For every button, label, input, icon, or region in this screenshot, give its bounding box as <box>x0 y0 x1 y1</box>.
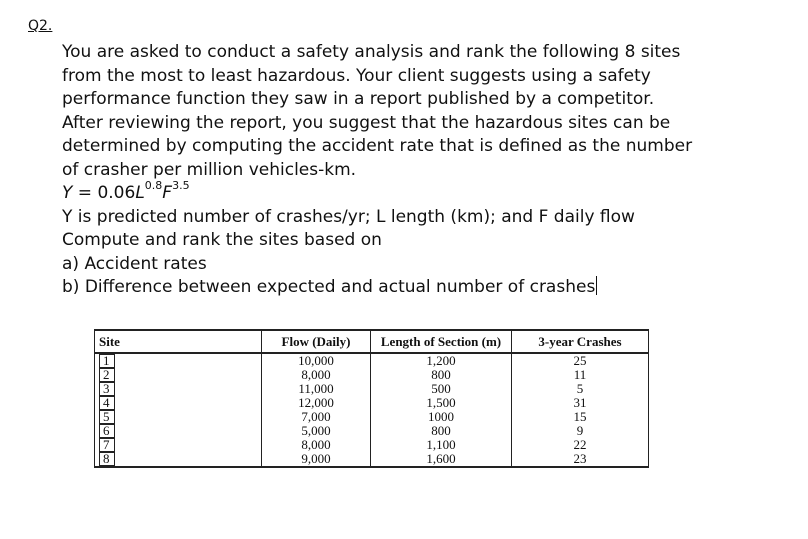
cell-length: 500 <box>371 382 512 396</box>
text-cursor <box>596 276 597 295</box>
formula-coefficient: 0.06 <box>97 183 136 203</box>
table-row <box>95 353 649 368</box>
table-row <box>95 424 649 438</box>
problem-line: After reviewing the report, you suggest that the hazardous sites can be <box>62 112 671 133</box>
cell-site: 5 <box>95 410 262 424</box>
cell-site: 8 <box>95 452 262 467</box>
table-row <box>95 368 649 382</box>
formula-var-l: L <box>135 183 145 203</box>
cell-crashes: 11 <box>512 368 649 382</box>
formula-var-f: F <box>162 183 173 203</box>
cell-site: 1 <box>95 353 262 368</box>
problem-text <box>62 41 782 300</box>
variable-definitions: Y is predicted number of crashes/yr; L length (km); and F daily flow <box>62 206 635 227</box>
formula-exp-f: 3.5 <box>172 179 190 193</box>
cell-site: 6 <box>95 424 262 438</box>
problem-line: of crasher per million vehicles-km. <box>62 159 357 180</box>
part-a: a) Accident rates <box>62 253 207 274</box>
cell-crashes: 5 <box>512 382 649 396</box>
table-row <box>95 396 649 410</box>
sites-table <box>94 329 649 468</box>
cell-length: 800 <box>371 424 512 438</box>
table-row <box>95 382 649 396</box>
cell-length: 1,600 <box>371 452 512 467</box>
cell-flow: 5,000 <box>262 424 371 438</box>
table-row <box>95 410 649 424</box>
part-b-text: b) Difference between expected and actual number of crashes <box>62 277 596 297</box>
cell-crashes: 22 <box>512 438 649 452</box>
cell-site: 2 <box>95 368 262 382</box>
formula-equals: = <box>77 183 93 203</box>
cell-crashes: 15 <box>512 410 649 424</box>
cell-crashes: 31 <box>512 396 649 410</box>
cell-flow: 11,000 <box>262 382 371 396</box>
cell-flow: 8,000 <box>262 438 371 452</box>
question-label: Q2. <box>28 18 53 34</box>
cell-length: 1,500 <box>371 396 512 410</box>
table-row <box>95 438 649 452</box>
spf-formula <box>62 179 782 206</box>
cell-crashes: 9 <box>512 424 649 438</box>
cell-flow: 12,000 <box>262 396 371 410</box>
cell-length: 1,200 <box>371 353 512 368</box>
cell-length: 1,100 <box>371 438 512 452</box>
header-length: Length of Section (m) <box>371 330 512 353</box>
problem-line: performance function they saw in a report published by a competitor. <box>62 89 655 109</box>
part-b[interactable] <box>62 276 782 300</box>
cell-crashes: 25 <box>512 353 649 368</box>
cell-site: 4 <box>95 396 262 410</box>
cell-site: 7 <box>95 438 262 452</box>
problem-line: determined by computing the accident rate that is defined as the number <box>62 136 693 156</box>
cell-flow: 9,000 <box>262 452 371 467</box>
formula-exp-l: 0.8 <box>144 179 163 193</box>
header-site: Site <box>95 330 262 353</box>
table-row <box>95 452 649 467</box>
formula-lhs: Y <box>62 183 73 203</box>
problem-line: from the most to least hazardous. Your client suggests using a safety <box>62 65 651 86</box>
header-crashes: 3-year Crashes <box>512 330 649 353</box>
header-flow: Flow (Daily) <box>262 330 371 353</box>
cell-flow: 7,000 <box>262 410 371 424</box>
instruction-line: Compute and rank the sites based on <box>62 230 382 250</box>
cell-length: 800 <box>371 368 512 382</box>
cell-crashes: 23 <box>512 452 649 467</box>
table-header-row <box>95 330 649 353</box>
cell-flow: 8,000 <box>262 368 371 382</box>
cell-site: 3 <box>95 382 262 396</box>
cell-flow: 10,000 <box>262 353 371 368</box>
problem-line: You are asked to conduct a safety analysis and rank the following 8 sites <box>62 42 681 62</box>
cell-length: 1000 <box>371 410 512 424</box>
